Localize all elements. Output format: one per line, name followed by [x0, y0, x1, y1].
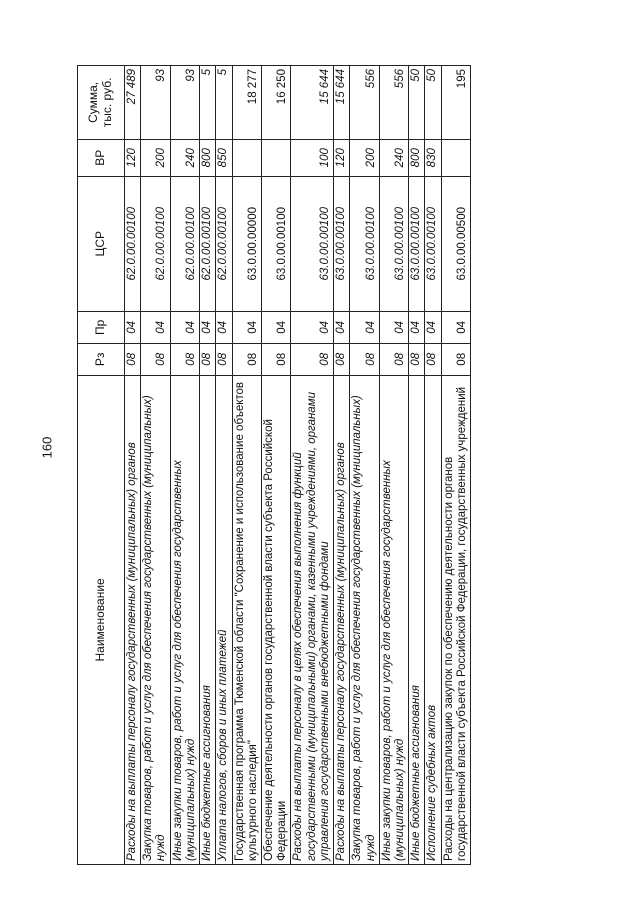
cell-sum: 16 250 — [261, 66, 290, 140]
cell-name: Обеспечение деятельности органов государственной власти субъекта Российской Федерации — [261, 375, 290, 864]
cell-pr: 04 — [291, 311, 334, 343]
cell-rz: 08 — [425, 343, 441, 375]
cell-name: Расходы на выплаты персоналу государственных (муниципальных) органов — [334, 375, 350, 864]
cell-csr: 62.0.00.00100 — [170, 176, 199, 311]
cell-csr: 63.0.00.00100 — [291, 176, 334, 311]
cell-pr: 04 — [125, 311, 141, 343]
cell-pr: 04 — [350, 311, 379, 343]
cell-name: Расходы на централизацию закупок по обеспечению деятельности органов государственной власти субъекта Российской Федерации, государственных учреждений — [441, 375, 470, 864]
cell-pr: 04 — [200, 311, 216, 343]
cell-sum: 15 644 — [291, 66, 334, 140]
header-vr: ВР — [78, 139, 125, 176]
cell-vr: 240 — [170, 139, 199, 176]
table-row — [261, 66, 290, 865]
cell-csr: 62.0.00.00100 — [125, 176, 141, 311]
cell-rz: 08 — [125, 343, 141, 375]
table-row — [291, 66, 334, 865]
header-pr: Пр — [78, 311, 125, 343]
cell-csr: 62.0.00.00100 — [141, 176, 170, 311]
cell-vr: 800 — [200, 139, 216, 176]
cell-name: Исполнение судебных актов — [425, 375, 441, 864]
cell-sum: 50 — [409, 66, 425, 140]
cell-rz: 08 — [350, 343, 379, 375]
cell-sum: 556 — [379, 66, 408, 140]
cell-csr: 62.0.00.00100 — [200, 176, 216, 311]
cell-pr: 04 — [216, 311, 232, 343]
cell-pr: 04 — [232, 311, 261, 343]
budget-table — [77, 65, 471, 865]
cell-name: Иные бюджетные ассигнования — [200, 375, 216, 864]
cell-rz: 08 — [141, 343, 170, 375]
table-body — [125, 66, 471, 865]
header-csr: ЦСР — [78, 176, 125, 311]
cell-rz: 08 — [409, 343, 425, 375]
header-name: Наименование — [78, 375, 125, 864]
cell-pr: 04 — [441, 311, 470, 343]
cell-name: Расходы на выплаты персоналу государственных (муниципальных) органов — [125, 375, 141, 864]
table-row — [232, 66, 261, 865]
cell-sum: 18 277 — [232, 66, 261, 140]
cell-rz: 08 — [441, 343, 470, 375]
cell-name: Государственная программа Тюменской области "Сохранение и использование объектов культурного наследия" — [232, 375, 261, 864]
cell-sum: 27 489 — [125, 66, 141, 140]
cell-csr: 63.0.00.00500 — [441, 176, 470, 311]
cell-name: Уплата налогов, сборов и иных платежей — [216, 375, 232, 864]
cell-pr: 04 — [425, 311, 441, 343]
cell-pr: 04 — [170, 311, 199, 343]
cell-csr: 63.0.00.00000 — [232, 176, 261, 311]
table-row — [350, 66, 379, 865]
cell-rz: 08 — [170, 343, 199, 375]
table-row — [409, 66, 425, 865]
cell-sum: 556 — [350, 66, 379, 140]
table-row — [334, 66, 350, 865]
cell-csr: 63.0.00.00100 — [425, 176, 441, 311]
rotated-table-area — [77, 65, 602, 865]
table-wrapper — [77, 65, 602, 865]
cell-vr: 200 — [141, 139, 170, 176]
cell-csr: 63.0.00.00100 — [379, 176, 408, 311]
cell-rz: 08 — [216, 343, 232, 375]
cell-sum: 50 — [425, 66, 441, 140]
table-row — [216, 66, 232, 865]
cell-sum: 195 — [441, 66, 470, 140]
cell-rz: 08 — [261, 343, 290, 375]
cell-name: Закупка товаров, работ и услуг для обеспечения государственных (муниципальных) нужд — [141, 375, 170, 864]
cell-vr: 830 — [425, 139, 441, 176]
cell-vr: 240 — [379, 139, 408, 176]
cell-vr: 120 — [334, 139, 350, 176]
cell-vr: 120 — [125, 139, 141, 176]
cell-csr: 63.0.00.00100 — [350, 176, 379, 311]
cell-vr: 800 — [409, 139, 425, 176]
cell-name: Иные закупки товаров, работ и услуг для обеспечения государственных (муниципальных) нужд — [170, 375, 199, 864]
page-number: 160 — [39, 436, 55, 459]
table-row — [125, 66, 141, 865]
cell-rz: 08 — [291, 343, 334, 375]
cell-vr: 850 — [216, 139, 232, 176]
cell-name: Закупка товаров, работ и услуг для обеспечения государственных (муниципальных) нужд — [350, 375, 379, 864]
table-row — [425, 66, 441, 865]
table-header-row — [78, 66, 125, 865]
table-row — [379, 66, 408, 865]
cell-vr — [441, 139, 470, 176]
cell-sum: 5 — [200, 66, 216, 140]
cell-pr: 04 — [261, 311, 290, 343]
cell-rz: 08 — [200, 343, 216, 375]
cell-sum: 93 — [170, 66, 199, 140]
table-row — [170, 66, 199, 865]
header-rz: Рз — [78, 343, 125, 375]
table-row — [141, 66, 170, 865]
cell-csr: 63.0.00.00100 — [261, 176, 290, 311]
cell-name: Иные закупки товаров, работ и услуг для обеспечения государственных (муниципальных) нужд — [379, 375, 408, 864]
cell-vr: 200 — [350, 139, 379, 176]
cell-rz: 08 — [232, 343, 261, 375]
cell-name: Иные бюджетные ассигнования — [409, 375, 425, 864]
cell-sum: 15 644 — [334, 66, 350, 140]
cell-sum: 5 — [216, 66, 232, 140]
cell-vr — [232, 139, 261, 176]
cell-csr: 62.0.00.00100 — [216, 176, 232, 311]
cell-rz: 08 — [379, 343, 408, 375]
cell-pr: 04 — [379, 311, 408, 343]
cell-vr: 100 — [291, 139, 334, 176]
cell-sum: 93 — [141, 66, 170, 140]
header-sum: Сумма, тыс. руб. — [78, 66, 125, 140]
cell-csr: 63.0.00.00100 — [409, 176, 425, 311]
cell-csr: 63.0.00.00100 — [334, 176, 350, 311]
cell-pr: 04 — [409, 311, 425, 343]
table-row — [200, 66, 216, 865]
cell-name: Расходы на выплаты персоналу в целях обеспечения выполнения функций государственными (муниципальными) органами, казенными учреждениями, органами управления государственными внебюджетными фондами — [291, 375, 334, 864]
cell-vr — [261, 139, 290, 176]
cell-pr: 04 — [141, 311, 170, 343]
table-row — [441, 66, 470, 865]
cell-rz: 08 — [334, 343, 350, 375]
cell-pr: 04 — [334, 311, 350, 343]
